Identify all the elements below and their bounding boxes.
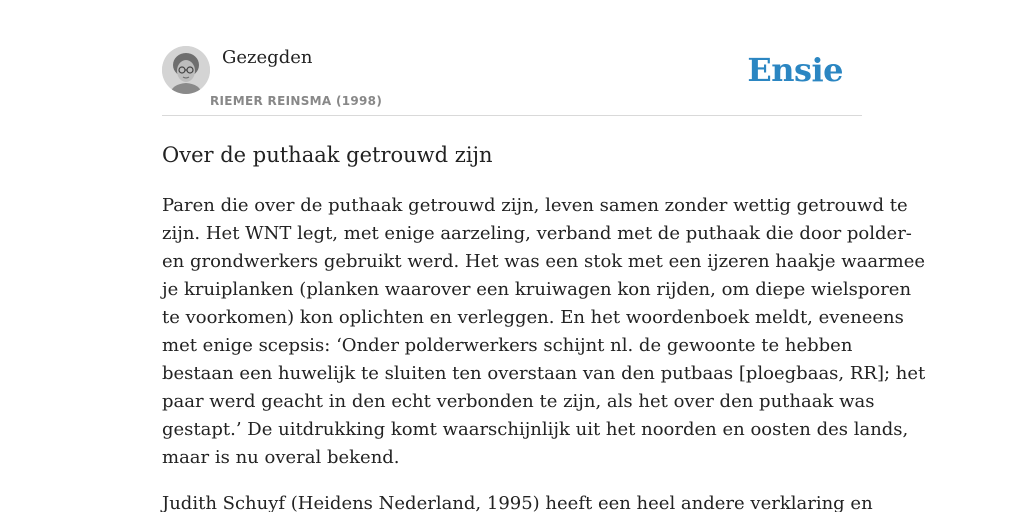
paragraph xyxy=(162,192,926,472)
header xyxy=(162,46,862,116)
text-line: bestaan een huwelijk te sluiten ten overstaan van den putbaas [ploegbaas, RR]; het xyxy=(162,363,926,384)
entry-body xyxy=(162,192,926,512)
text-line: Judith Schuyf (Heidens Nederland, 1995) heeft een heel andere verklaring en xyxy=(162,493,873,512)
text-line: gestapt.’ De uitdrukking komt waarschijnlijk uit het noorden en oosten des lands, xyxy=(162,419,909,440)
text-line: maar is nu overal bekend. xyxy=(162,447,400,468)
text-line: paar werd geacht in den echt verbonden te zijn, als het over den puthaak was xyxy=(162,391,875,412)
text-line: en grondwerkers gebruikt werd. Het was een stok met een ijzeren haakje waarmee xyxy=(162,251,926,272)
text-line: met enige scepsis: ‘Onder polderwerkers schijnt nl. de gewoonte te hebben xyxy=(162,335,853,356)
text-line: te voorkomen) kon oplichten en verleggen. En het woordenboek meldt, eveneens xyxy=(162,307,904,328)
text-line: je kruiplanken (planken waarover een kruiwagen kon rijden, om diepe wielsporen xyxy=(162,279,912,300)
author-portrait-icon xyxy=(162,46,210,94)
paragraph xyxy=(162,490,873,512)
text-line: Paren die over de puthaak getrouwd zijn, leven samen zonder wettig getrouwd te xyxy=(162,195,908,216)
entry-title: Over de puthaak getrouwd zijn xyxy=(162,143,493,167)
text-line: zijn. Het WNT legt, met enige aarzeling, verband met de puthaak die door polder- xyxy=(162,223,912,244)
brand-logo[interactable]: Ensie xyxy=(747,51,843,89)
author-byline[interactable]: RIEMER REINSMA (1998) xyxy=(210,94,383,108)
author-avatar[interactable] xyxy=(162,46,210,94)
book-title[interactable]: Gezegden xyxy=(222,47,313,68)
